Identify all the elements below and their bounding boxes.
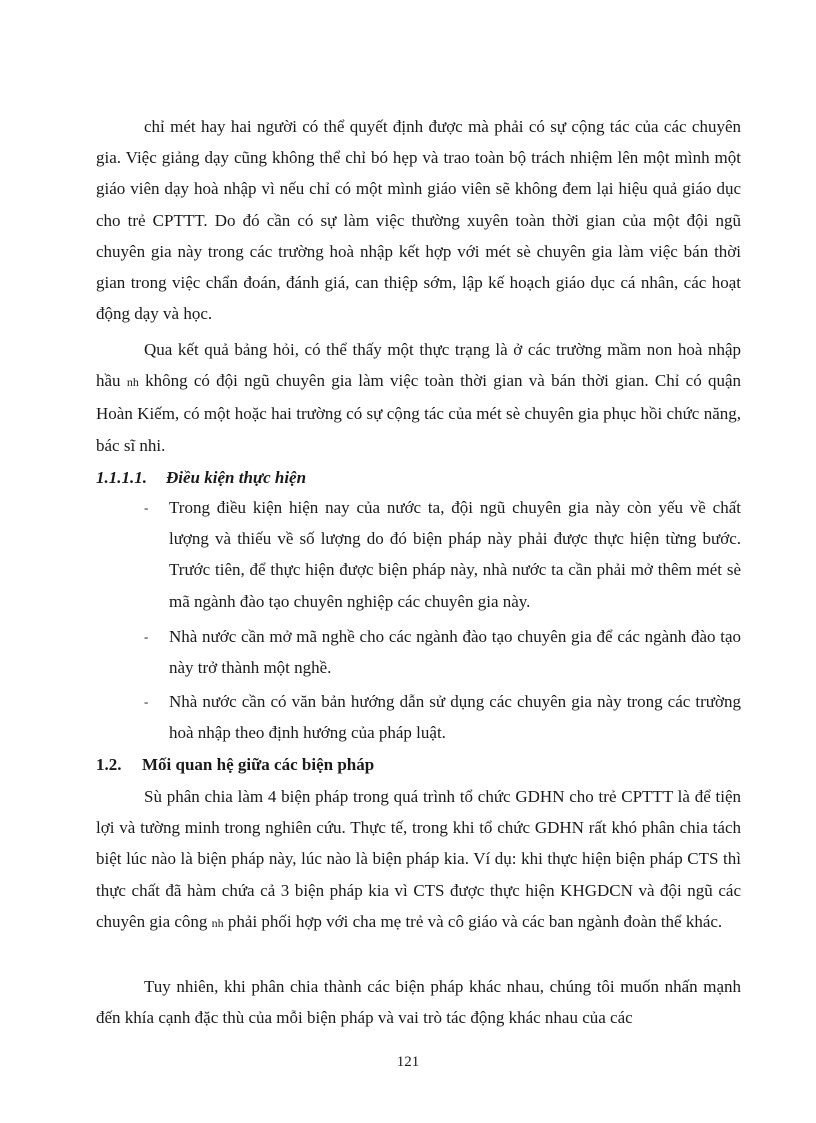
- bullet-marker: -: [144, 694, 149, 709]
- bullet-marker: -: [144, 629, 149, 644]
- bullet-text: Trong điều kiện hiện nay của nước ta, đội ngũ chuyên gia này còn yếu về chất lượng và thiếu về số lượng do đó biện pháp này phải được thực hiện từng bước. Trước tiên, để thực hiện được biện pháp này, nhà nước ta cần phải mở thêm mét sè mã ngành đào tạo chuyên nghiệp các chuyên gia này.: [169, 498, 741, 611]
- bullet-item: [96, 492, 741, 617]
- paragraph-3-before: Sù phân chia làm 4 biện pháp trong quá trình tổ chức GDHN cho trẻ CPTTT là để tiện lợi và tường minh trong nghiên cứu. Thực tế, trong khi tổ chức GDHN rất khó phân chia tách biệt lúc nào là biện pháp này, lúc nào là biện pháp kia. Ví dụ: khi thực hiện biện pháp CTS thì thực chất đã hàm chứa cả 3 biện pháp kia vì CTS được thực hiện KHGDCN và đội ngũ các chuyên gia công: [96, 787, 741, 931]
- bullet-marker: -: [144, 500, 149, 515]
- bullet-text: Nhà nước cần có văn bản hướng dẫn sử dụng các chuyên gia này trong các trường hoà nhập theo định hướng của pháp luật.: [169, 692, 741, 743]
- section-heading-1-1-1-1: [96, 468, 307, 488]
- section-number: 1.2.: [96, 755, 122, 774]
- section-number: 1.1.1.1.: [96, 468, 147, 487]
- bullet-text: Nhà nước cần mở mã nghề cho các ngành đào tạo chuyên gia để các ngành đào tạo này trở thành một nghề.: [169, 627, 741, 678]
- section-title: Mối quan hệ giữa các biện pháp: [142, 755, 375, 774]
- paragraph-4: Tuy nhiên, khi phân chia thành các biện pháp khác nhau, chúng tôi muốn nhấn mạnh đến khía cạnh đặc thù của mỗi biện pháp và vai trò tác động khác nhau của các: [96, 977, 741, 1028]
- paragraph-2: [96, 334, 741, 461]
- bullet-item: [96, 621, 741, 683]
- paragraph-1: chỉ mét hay hai người có thể quyết định được mà phải có sự cộng tác của các chuyên gia. Việc giảng dạy cũng không thể chỉ bó hẹp và trao toàn bộ trách nhiệm lên một mình một giáo viên dạy hoà nhập vì nếu chỉ có một mình giáo viên sẽ không đem lại hiệu quả giáo dục cho trẻ CPTTT. Do đó cần có sự làm việc thường xuyên toàn thời gian của một đội ngũ chuyên gia này trong các trường hoà nhập kết hợp với mét sè chuyên gia làm việc bán thời gian trong việc chẩn đoán, đánh giá, can thiệp sớm, lập kế hoạch giáo dục cá nhân, các hoạt động dạy và học.: [96, 117, 741, 324]
- paragraph-2-after: không có đội ngũ chuyên gia làm việc toàn thời gian và bán thời gian. Chỉ có quận Hoàn Kiếm, có một hoặc hai trường có sự cộng tác của mét sè chuyên gia phục hồi chức năng, bác sĩ nhi.: [96, 371, 742, 455]
- paragraph-2-before: Qua kết quả bảng hỏi, có thể thấy một thực trạng là ở các trường mầm non hoà nhập hầu: [96, 340, 741, 391]
- paragraph-3: [96, 781, 741, 939]
- bullet-item: [96, 686, 741, 748]
- section-title: Điều kiện thực hiện: [166, 468, 307, 487]
- paragraph-3-subscript: nh: [211, 915, 224, 930]
- paragraph-2-subscript: nh: [126, 375, 139, 390]
- paragraph-3-after: phải phối hợp với cha mẹ trẻ và cô giáo và các ban ngành đoàn thể khác.: [227, 911, 723, 931]
- section-heading-1-2: [96, 755, 375, 775]
- page-number: 121: [396, 1054, 420, 1070]
